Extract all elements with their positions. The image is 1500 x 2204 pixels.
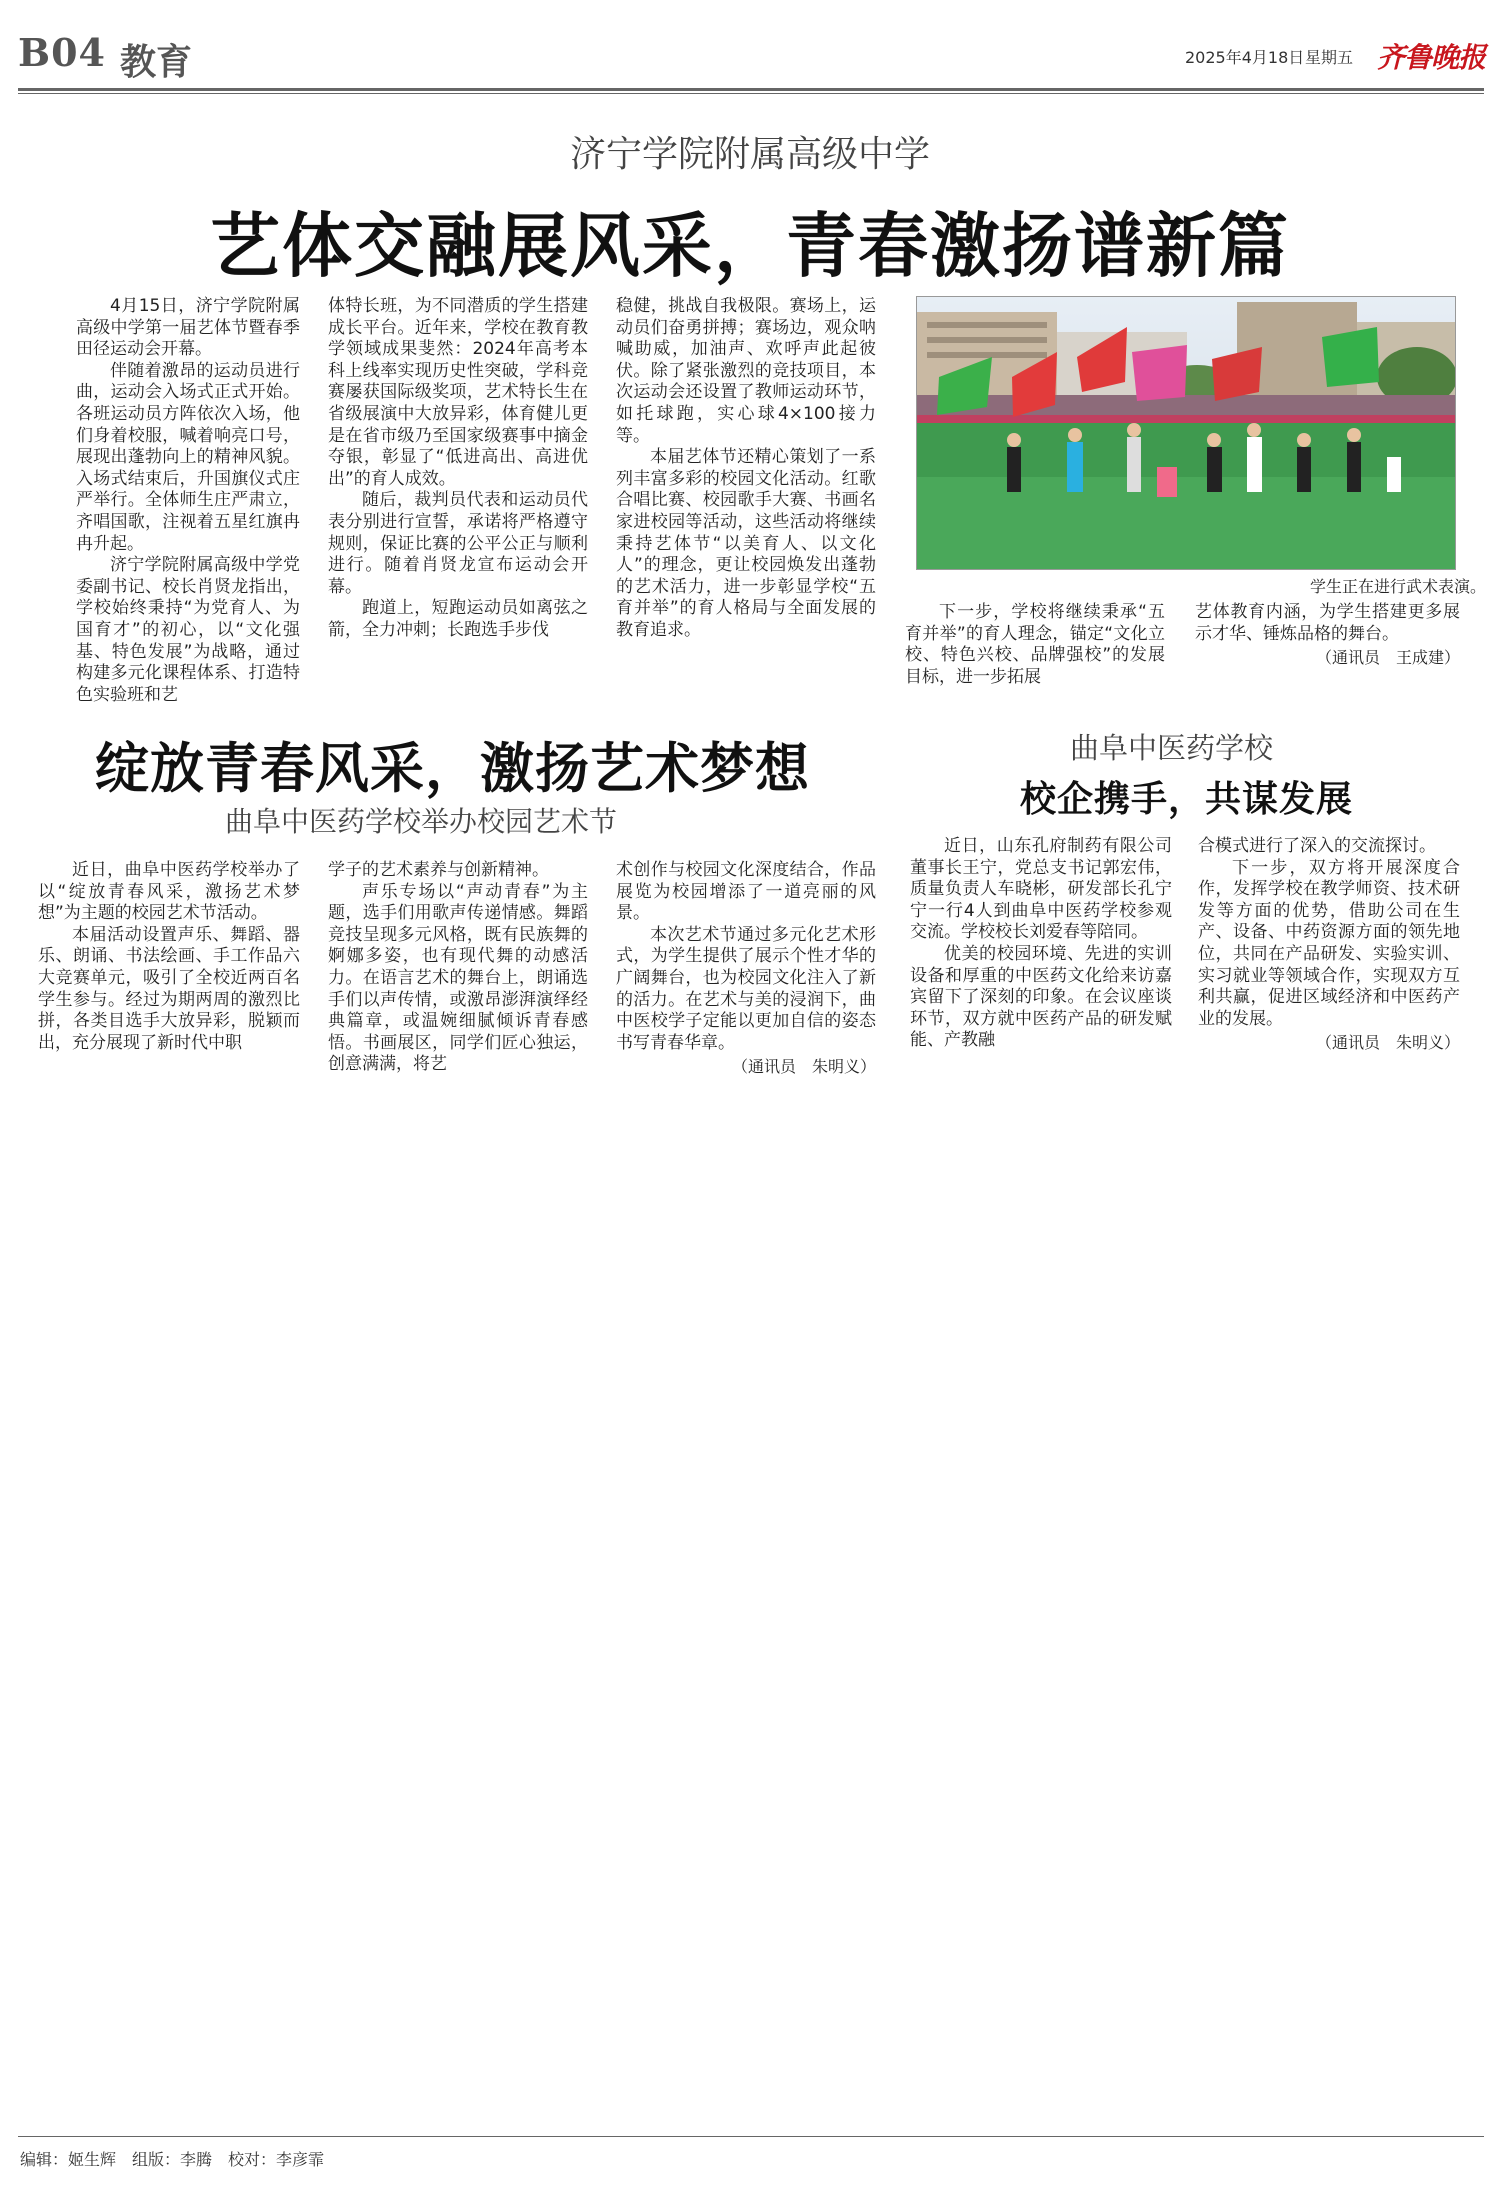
martial-arts-photo [916, 296, 1456, 570]
paragraph: 声乐专场以“声动青春”为主题，选手们用歌声传递情感。舞蹈竞技呈现多元风格，既有民族舞的婀娜多姿，也有现代舞的动感活力。在语言艺术的舞台上，朗诵选手们以声传情，或激昂澎湃演绎经典篇章，或温婉细腻倾诉青春感悟。书画展区，同学们匠心独运，创意满满，将艺 [328, 881, 588, 1075]
paragraph: 本次艺术节通过多元化艺术形式，为学生提供了展示个性才华的广阔舞台，也为校园文化注入了新的活力。在艺术与美的浸润下，曲中医校学子定能以更加自信的姿态书写青春华章。 [616, 924, 876, 1053]
byline: （通讯员 王成建） [1315, 648, 1460, 668]
paragraph: 随后，裁判员代表和运动员代表分别进行宣誓，承诺将严格遵守规则，保证比赛的公平公正与顺利进行。随着肖贤龙宣布运动会开幕。 [328, 490, 588, 597]
paragraph: 优美的校园环境、先进的实训设备和厚重的中医药文化给来访嘉宾留下了深刻的印象。在会议座谈环节，双方就中医药产品的研发赋能、产教融 [910, 943, 1172, 1051]
page-number: B04 [18, 30, 106, 75]
paragraph: 术创作与校园文化深度结合，作品展览为校园增添了一道亮丽的风景。 [616, 860, 876, 924]
article1-column-3 [616, 296, 876, 642]
newspaper-logo: 齐鲁晚报 [1377, 41, 1486, 74]
paragraph: 合模式进行了深入的交流探讨。 [1198, 836, 1436, 856]
paragraph: 跑道上，短跑运动员如离弦之箭，全力冲刺；长跑选手步伐 [328, 598, 588, 640]
article2-headline: 绽放青春风采，激扬艺术梦想 [95, 736, 810, 800]
header-rule [18, 88, 1484, 91]
article3-headline: 校企携手，共谋发展 [1020, 778, 1354, 820]
paragraph: 艺体教育内涵，为学生搭建更多展示才华、锤炼品格的舞台。 [1195, 602, 1460, 644]
paragraph: 下一步，学校将继续秉承“五育并举”的育人理念，锚定“文化立校、特色兴校、品牌强校”的发展目标，进一步拓展 [905, 602, 1165, 687]
article1-column-4 [905, 602, 1165, 688]
paragraph: 济宁学院附属高级中学党委副书记、校长肖贤龙指出，学校始终秉持“为党育人、为国育才”的初心，以“文化强基、特色发展”为战略，通过构建多元化课程体系、打造特色实验班和艺 [76, 555, 300, 705]
paragraph: 伴随着激昂的运动员进行曲，运动会入场式正式开始。各班运动员方阵依次入场，他们身着校服，喊着响亮口号，展现出蓬勃向上的精神风貌。入场式结束后，升国旗仪式庄严举行。全体师生庄严肃立，齐唱国歌，注视着五星红旗冉冉升起。 [76, 360, 300, 554]
editor-credits: 编辑：姬生辉 组版：李腾 校对：李彦霏 [20, 2150, 325, 2169]
byline: （通讯员 朱明义） [1315, 1033, 1460, 1053]
article2-subhead: 曲阜中医药学校举办校园艺术节 [225, 805, 618, 838]
paragraph: 近日，曲阜中医药学校举办了以“绽放青春风采，激扬艺术梦想”为主题的校园艺术节活动。 [38, 860, 300, 924]
byline: （通讯员 朱明义） [731, 1057, 876, 1077]
article1-kicker: 济宁学院附属高级中学 [569, 134, 930, 175]
paragraph: 本届活动设置声乐、舞蹈、器乐、朗诵、书法绘画、手工作品六大竞赛单元，吸引了全校近两百名学生参与。经过为期两周的激烈比拼，各类目选手大放异彩，脱颖而出，充分展现了新时代中职 [38, 924, 300, 1053]
paragraph: 体特长班，为不同潜质的学生搭建成长平台。近年来，学校在教育教学领域成果斐然：2024年高考本科上线率实现历史性突破，学科竞赛屡获国际级奖项，艺术特长生在省级展演中大放异彩，体育健儿更是在省市级乃至国家级赛事中摘金夺银，彰显了“低进高出、高进优出”的育人成效。 [328, 296, 588, 489]
paragraph: 本届艺体节还精心策划了一系列丰富多彩的校园文化活动。红歌合唱比赛、校园歌手大赛、书画名家进校园等活动，这些活动将继续秉持艺体节“以美育人、以文化人”的理念，更让校园焕发出蓬勃的艺术活力，进一步彰显学校“五育并举”的育人格局与全面发展的教育追求。 [616, 447, 876, 640]
footer-rule [18, 2136, 1484, 2137]
paragraph: 学子的艺术素养与创新精神。 [328, 860, 549, 880]
article2-column-3 [616, 860, 876, 1078]
article1-headline: 艺体交融展风采，青春激扬谱新篇 [210, 204, 1290, 287]
paragraph: 稳健，挑战自我极限。赛场上，运动员们奋勇拼搏；赛场边，观众呐喊助威，加油声、欢呼声此起彼伏。除了紧张激烈的竞技项目，本次运动会还设置了教师运动环节，如托球跑，实心球4×100接力等。 [616, 296, 876, 446]
paragraph: 下一步，双方将开展深度合作，发挥学校在教学师资、技术研发等方面的优势，借助公司在生产、设备、中药资源方面的领先地位，共同在产品研发、实验实训、实习就业等领域合作，实现双方互利共赢，促进区域经济和中医药产业的发展。 [1198, 857, 1460, 1029]
article2-column-1 [38, 860, 300, 1054]
paragraph: 近日，山东孔府制药有限公司董事长王宁，党总支书记郭宏伟，质量负责人车晓彬，研发部长孔宁宁一行4人到曲阜中医药学校参观交流。学校校长刘爱春等陪同。 [910, 836, 1172, 943]
issue-date: 2025年4月18日 [1185, 48, 1305, 67]
issue-weekday: 星期五 [1305, 48, 1354, 67]
article1-column-2 [328, 296, 588, 642]
article3-column-1 [910, 836, 1172, 1052]
photo-image [917, 297, 1455, 569]
paragraph: 4月15日，济宁学院附属高级中学第一届艺体节暨春季田径运动会开幕。 [76, 296, 300, 360]
article1-column-5 [1195, 602, 1460, 669]
article3-kicker: 曲阜中医药学校 [1070, 731, 1274, 765]
article2-column-2 [328, 860, 588, 1076]
header-rule-thin [18, 93, 1484, 94]
photo-caption: 学生正在进行武术表演。 [1310, 577, 1487, 596]
article1-column-1 [76, 296, 300, 706]
section-name: 教育 [120, 41, 193, 83]
article3-column-2 [1198, 836, 1460, 1054]
